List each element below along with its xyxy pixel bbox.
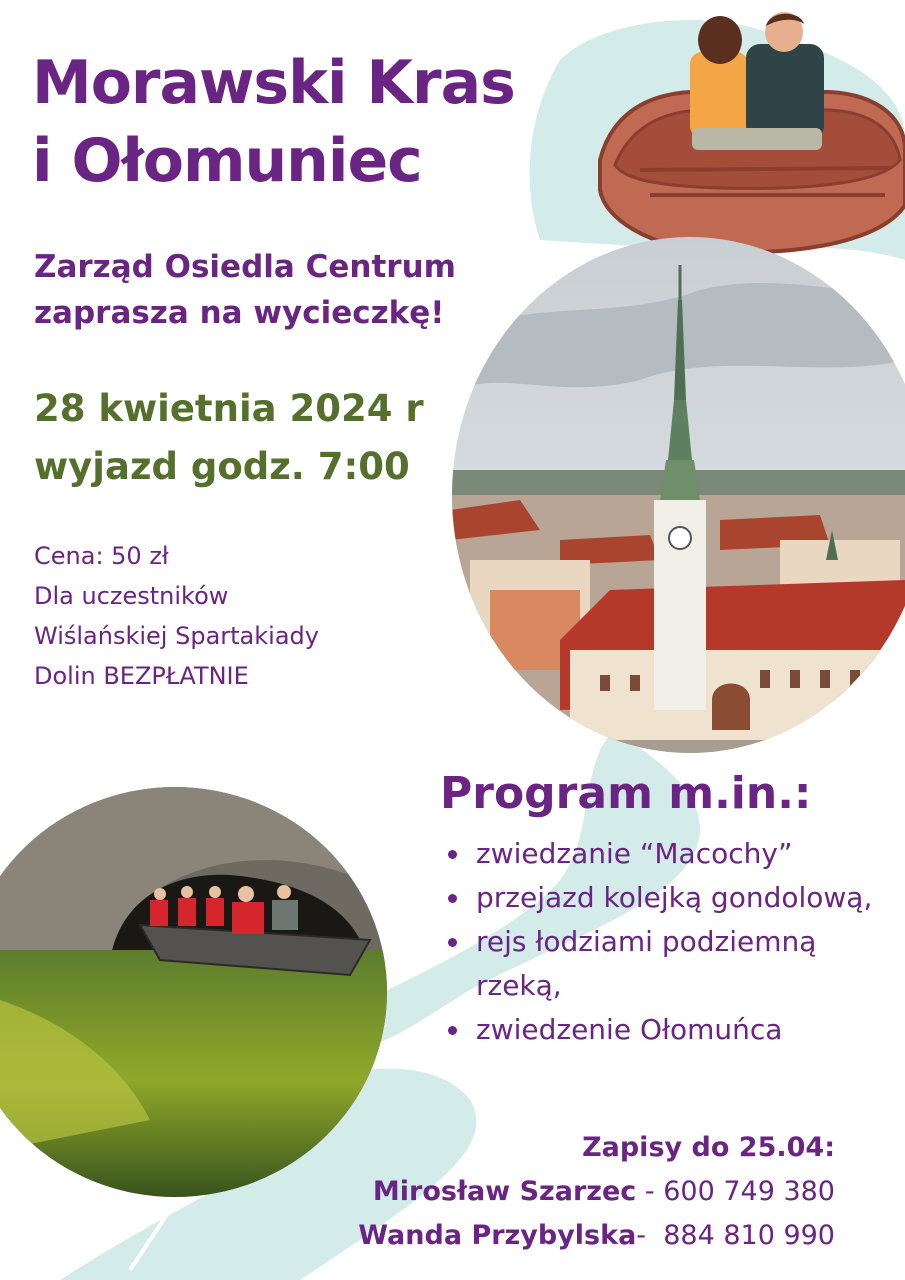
- contact-phone: 884 810 990: [663, 1220, 835, 1251]
- price-line: Cena: 50 zł: [34, 542, 169, 570]
- program-item: zwiedzanie “Macochy”: [446, 832, 886, 876]
- poster-title: [32, 44, 515, 200]
- poster-subtitle: [34, 244, 456, 336]
- program-item: rejs łodziami podziemną rzeką,: [446, 920, 886, 1008]
- subtitle-line-1: Zarząd Osiedla Centrum: [34, 249, 456, 285]
- contact-name: Wanda Przybylska: [358, 1220, 637, 1251]
- program-title: Program m.in.:: [440, 768, 812, 819]
- signup-header: Zapisy do 25.04:: [582, 1132, 835, 1163]
- program-list: [446, 832, 886, 1052]
- signup-block: [358, 1126, 835, 1258]
- contact-name: Mirosław Szarzec: [372, 1176, 637, 1207]
- subtitle-line-2: zaprasza na wycieczkę!: [34, 295, 445, 331]
- contact-row: [358, 1214, 835, 1258]
- contact-separator: -: [636, 1220, 664, 1251]
- price-line: Wiślańskiej Spartakiady: [34, 622, 319, 650]
- contact-row: [358, 1170, 835, 1214]
- olomouc-photo: [440, 230, 905, 780]
- title-line-1: Morawski Kras: [32, 48, 515, 118]
- title-line-2: i Ołomuniec: [32, 126, 422, 196]
- departure-time: wyjazd godz. 7:00: [34, 445, 410, 488]
- program-item: przejazd kolejką gondolową,: [446, 876, 886, 920]
- contact-separator: -: [636, 1176, 664, 1207]
- price-line: Dla uczestników: [34, 582, 229, 610]
- trip-date: 28 kwietnia 2024 r: [34, 387, 424, 430]
- price-line: Dolin BEZPŁATNIE: [34, 662, 249, 690]
- program-item: zwiedzenie Ołomuńca: [446, 1008, 886, 1052]
- contact-phone: 600 749 380: [663, 1176, 835, 1207]
- price-info: [34, 536, 319, 696]
- trip-date-block: [34, 380, 424, 496]
